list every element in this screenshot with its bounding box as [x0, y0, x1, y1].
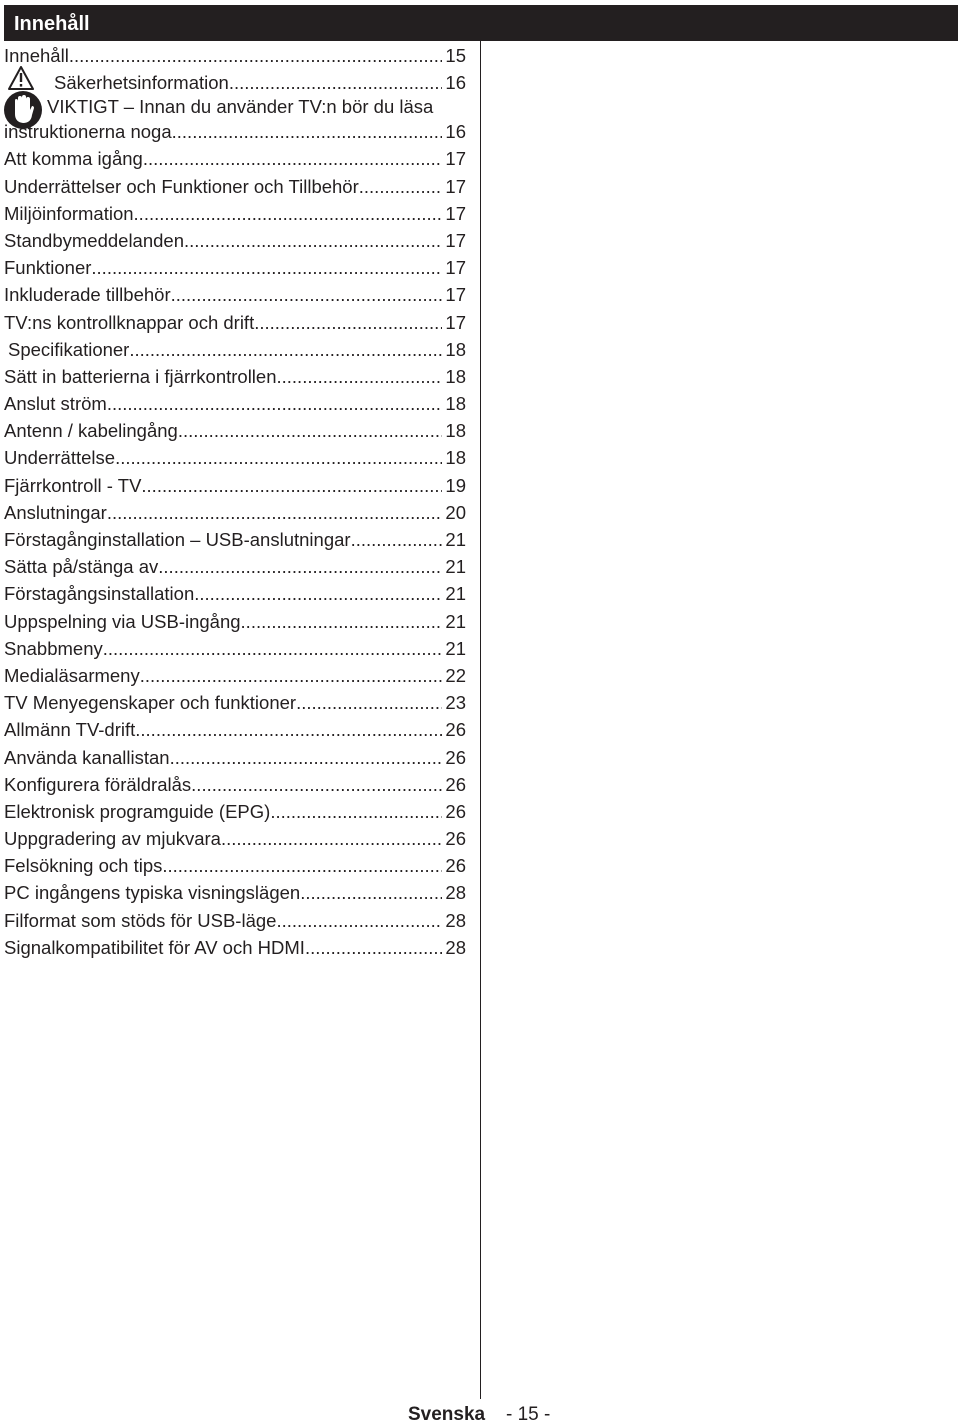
toc-entry[interactable] [4, 689, 466, 716]
toc-entry[interactable] [4, 852, 466, 879]
toc-entry-label: Att komma igång [4, 148, 143, 170]
toc-entry-page: 26 [445, 855, 466, 877]
toc-entry-page: 28 [445, 909, 466, 931]
toc-entry-label: Allmänn TV-drift [4, 719, 136, 741]
toc-entry[interactable] [4, 879, 466, 906]
toc-entry-label: Anslutningar [4, 501, 107, 523]
toc-entry-page: 22 [445, 664, 466, 686]
toc-entry-label: Felsökning och tips [4, 855, 163, 877]
toc-entry-label: Underrättelser och Funktioner och Tillbehör [4, 175, 359, 197]
toc-entry[interactable] [4, 825, 466, 852]
toc-entry-page: 17 [445, 148, 466, 170]
toc-entry-label: Sätta på/stänga av [4, 556, 159, 578]
toc-entry-page: 21 [445, 529, 466, 550]
toc-entry[interactable] [4, 145, 466, 172]
toc-entry[interactable] [4, 635, 466, 662]
toc-entry[interactable] [4, 69, 466, 96]
column-divider [480, 41, 481, 1399]
toc-entry-page: 17 [445, 311, 466, 333]
toc-entry[interactable] [4, 417, 466, 444]
toc-entry-label: Innehåll [4, 45, 69, 66]
toc-entry[interactable] [4, 309, 466, 336]
toc-entry-page: 18 [445, 393, 466, 415]
toc-entry[interactable] [4, 336, 466, 363]
toc-entry-label: Specifikationer [8, 338, 130, 360]
toc-entry[interactable] [4, 173, 466, 200]
toc-entry-label: Förstagånginstallation – USB-anslutningar [4, 529, 351, 550]
toc-entry-label: Antenn / kabelingång [4, 420, 178, 442]
footer-page-number: - 15 - [506, 1404, 551, 1425]
toc-entry-label: Konfigurera föräldralås [4, 773, 192, 795]
toc-entry-label: instruktionerna noga [4, 121, 172, 143]
toc-entry-page: 15 [445, 45, 466, 66]
toc-entry-label: Förstagångsinstallation [4, 583, 195, 605]
toc-entry[interactable] [4, 227, 466, 254]
toc-entry[interactable] [4, 526, 466, 553]
toc-entry-label: Snabbmeny [4, 637, 103, 659]
toc-entry-page: 18 [445, 338, 466, 360]
toc-entry-page: 28 [445, 882, 466, 904]
toc-entry-page: 21 [445, 637, 466, 659]
toc-entry[interactable] [4, 200, 466, 227]
toc-entry-label: Medialäsarmeny [4, 664, 140, 686]
toc-entry-page: 21 [445, 556, 466, 578]
section-header-bar [4, 5, 958, 41]
toc-entry[interactable] [4, 771, 466, 798]
toc-entry[interactable] [4, 472, 466, 499]
toc-entry[interactable] [4, 798, 466, 825]
toc-entry-page: 16 [445, 72, 466, 94]
toc-entry-label: Fjärrkontroll - TV [4, 474, 142, 496]
toc-entry-page: 26 [445, 800, 466, 822]
toc-entry-page: 17 [445, 257, 466, 279]
toc-entry-label: Anslut ström [4, 393, 107, 415]
toc-entry-page: 23 [445, 692, 466, 714]
toc-entry[interactable] [4, 254, 466, 281]
toc-entry-page: 17 [445, 284, 466, 306]
toc-entry-page: 17 [445, 202, 466, 224]
toc-entry[interactable] [4, 499, 466, 526]
toc-entry-page: 17 [445, 175, 466, 197]
toc-entry-page: 26 [445, 746, 466, 768]
toc-entry-page: 19 [445, 474, 466, 496]
toc-entry-page: 21 [445, 610, 466, 632]
toc-entry[interactable] [4, 390, 466, 417]
toc-entry-page: 16 [445, 121, 466, 143]
toc-entry-label: Säkerhetsinformation [54, 72, 229, 94]
toc-entry-page: 18 [445, 365, 466, 387]
toc-entry[interactable] [4, 444, 466, 471]
toc-entry-label: Signalkompatibilitet för AV och HDMI [4, 936, 305, 958]
toc-entry-label: Elektronisk programguide (EPG) [4, 800, 271, 822]
toc-entry[interactable] [4, 118, 466, 145]
toc-entry-label: Miljöinformation [4, 202, 134, 224]
toc-entry-label: TV:ns kontrollknappar och drift. [4, 311, 260, 333]
toc-entry-label: Använda kanallistan [4, 746, 170, 768]
toc-entry[interactable] [4, 744, 466, 771]
toc-entry-label: Underrättelse [4, 447, 116, 469]
toc-entry-page: 26 [445, 773, 466, 795]
toc-entry-label: Funktioner [4, 257, 92, 279]
toc-entry[interactable] [4, 662, 466, 689]
toc-entry[interactable] [4, 608, 466, 635]
table-of-contents [4, 42, 466, 961]
toc-entry-page: 26 [445, 828, 466, 850]
toc-entry[interactable] [4, 580, 466, 607]
toc-entry-label: Uppspelning via USB-ingång [4, 610, 241, 632]
toc-entry[interactable] [4, 281, 466, 308]
toc-entry-label: Sätt in batterierna i fjärrkontrollen [4, 365, 277, 387]
toc-entry[interactable] [4, 934, 466, 961]
toc-entry-page: 18 [445, 420, 466, 442]
toc-entry-label: Uppgradering av mjukvara [4, 828, 221, 850]
toc-entry[interactable] [4, 363, 466, 390]
toc-entry-label: Inkluderade tillbehör [4, 284, 171, 306]
footer-language: Svenska [408, 1404, 486, 1425]
toc-entry[interactable] [4, 42, 466, 69]
toc-entry[interactable] [4, 716, 466, 743]
toc-entry-page: 21 [445, 583, 466, 605]
toc-entry-label: PC ingångens typiska visningslägen [4, 882, 301, 904]
toc-entry[interactable] [4, 96, 466, 118]
toc-entry-label: Standbymeddelanden [4, 229, 185, 251]
toc-entry-page: 18 [445, 447, 466, 469]
toc-entry-page: 26 [445, 719, 466, 741]
toc-entry-label: TV Menyegenskaper och funktioner [4, 692, 297, 714]
toc-entry-label: Filformat som stöds för USB-läge [4, 909, 277, 931]
toc-entry-page: 28 [445, 936, 466, 958]
toc-entry[interactable] [4, 907, 466, 934]
toc-entry-page: 20 [445, 501, 466, 523]
toc-entry[interactable] [4, 553, 466, 580]
toc-entry-page: 17 [445, 229, 466, 251]
toc-entry-label: VIKTIGT – Innan du använder TV:n bör du läsa [47, 96, 434, 118]
section-title: Innehåll [14, 13, 90, 35]
